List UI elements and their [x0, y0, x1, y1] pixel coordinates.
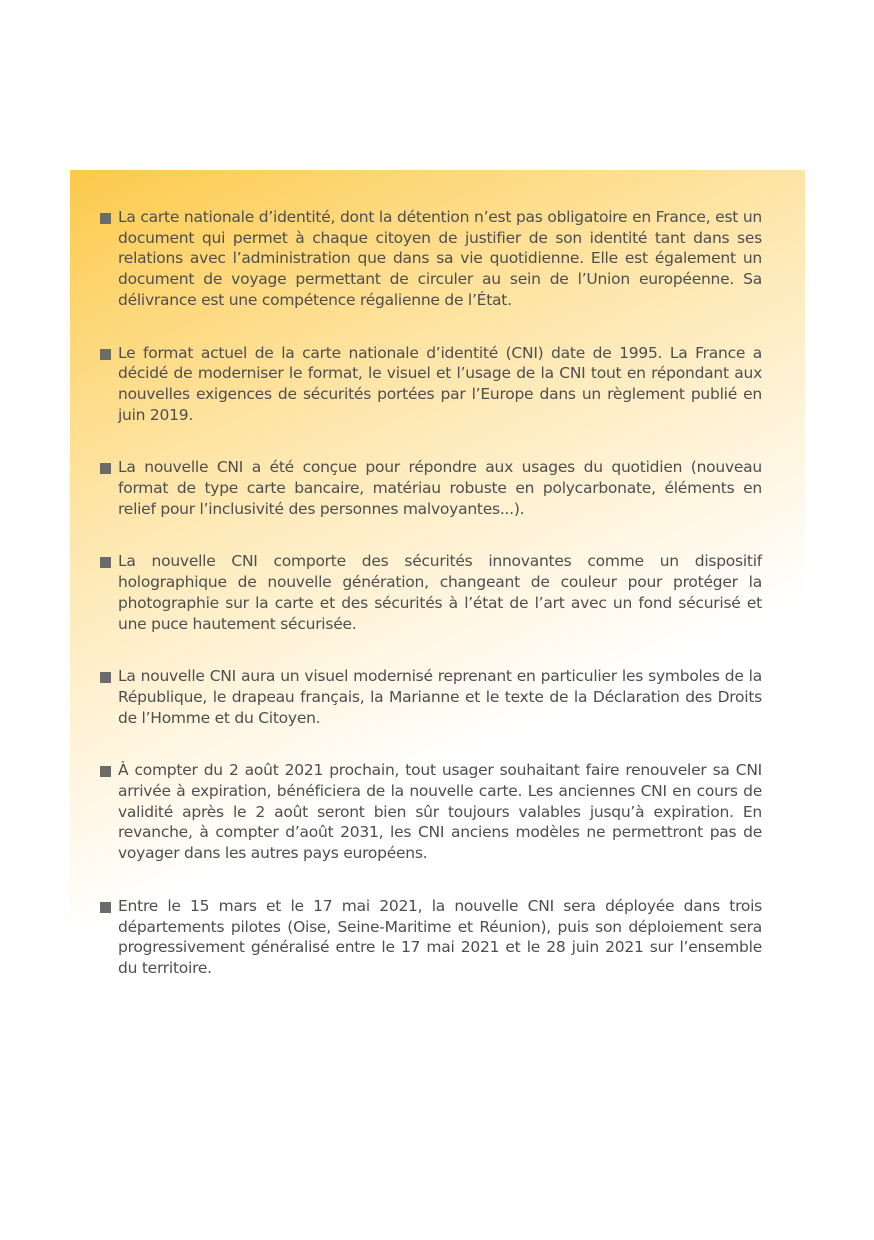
paragraph-text: À compter du 2 août 2021 prochain, tout usager souhaitant faire renouveler sa CNI arrivée à expiration, bénéficiera de la nouvelle carte. Les anciennes CNI en cours de validité après le 2 août seront bien sûr toujours valables jusqu’à expiration. En revanche, à compter d’août 2031, les CNI anciens modèles ne permettront pas de voyager dans les autres pays européens.	[118, 761, 762, 863]
bullet-item-deploiement	[100, 896, 762, 979]
square-bullet-icon	[100, 557, 111, 568]
bullet-item-format	[100, 343, 762, 426]
bullet-item-presentation	[100, 207, 762, 311]
square-bullet-icon	[100, 902, 111, 913]
info-bullet-list	[100, 207, 762, 979]
paragraph-text: La nouvelle CNI comporte des sécurités innovantes comme un dispositif holographique de nouvelle génération, changeant de couleur pour protéger la photographie sur la carte et des sécurités à l’état de l’art avec un fond sécurisé et une puce hautement sécurisée.	[118, 552, 762, 633]
paragraph-text: Le format actuel de la carte nationale d’identité (CNI) date de 1995. La France a décidé de moderniser le format, le visuel et l’usage de la CNI tout en répondant aux nouvelles exigences de sécurités portées par l’Europe dans un règlement publié en juin 2019.	[118, 343, 762, 424]
bullet-item-usages	[100, 457, 762, 519]
square-bullet-icon	[100, 766, 111, 777]
bullet-item-visuel	[100, 666, 762, 728]
paragraph-text: La nouvelle CNI a été conçue pour répondre aux usages du quotidien (nouveau format de type carte bancaire, matériau robuste en polycarbonate, éléments en relief pour l’inclusivité des personnes malvoyantes...).	[118, 458, 762, 518]
square-bullet-icon	[100, 349, 111, 360]
paragraph-text: Entre le 15 mars et le 17 mai 2021, la nouvelle CNI sera déployée dans trois départements pilotes (Oise, Seine-Maritime et Réunion), puis son déploiement sera progressivement généralisé entre le 17 mai 2021 et le 28 juin 2021 sur l’ensemble du territoire.	[118, 896, 762, 977]
bullet-item-calendrier	[100, 760, 762, 864]
bullet-item-securites	[100, 551, 762, 634]
square-bullet-icon	[100, 213, 111, 224]
square-bullet-icon	[100, 463, 111, 474]
paragraph-text: La nouvelle CNI aura un visuel modernisé reprenant en particulier les symboles de la République, le drapeau français, la Marianne et le texte de la Déclaration des Droits de l’Homme et du Citoyen.	[118, 667, 762, 727]
square-bullet-icon	[100, 672, 111, 683]
paragraph-text: La carte nationale d’identité, dont la détention n’est pas obligatoire en France, est un document qui permet à chaque citoyen de justifier de son identité tant dans ses relations avec l’administration que dans sa vie quotidienne. Elle est également un document de voyage permettant de circuler au sein de l’Union européenne. Sa délivrance est une compétence régalienne de l’État.	[118, 208, 762, 309]
